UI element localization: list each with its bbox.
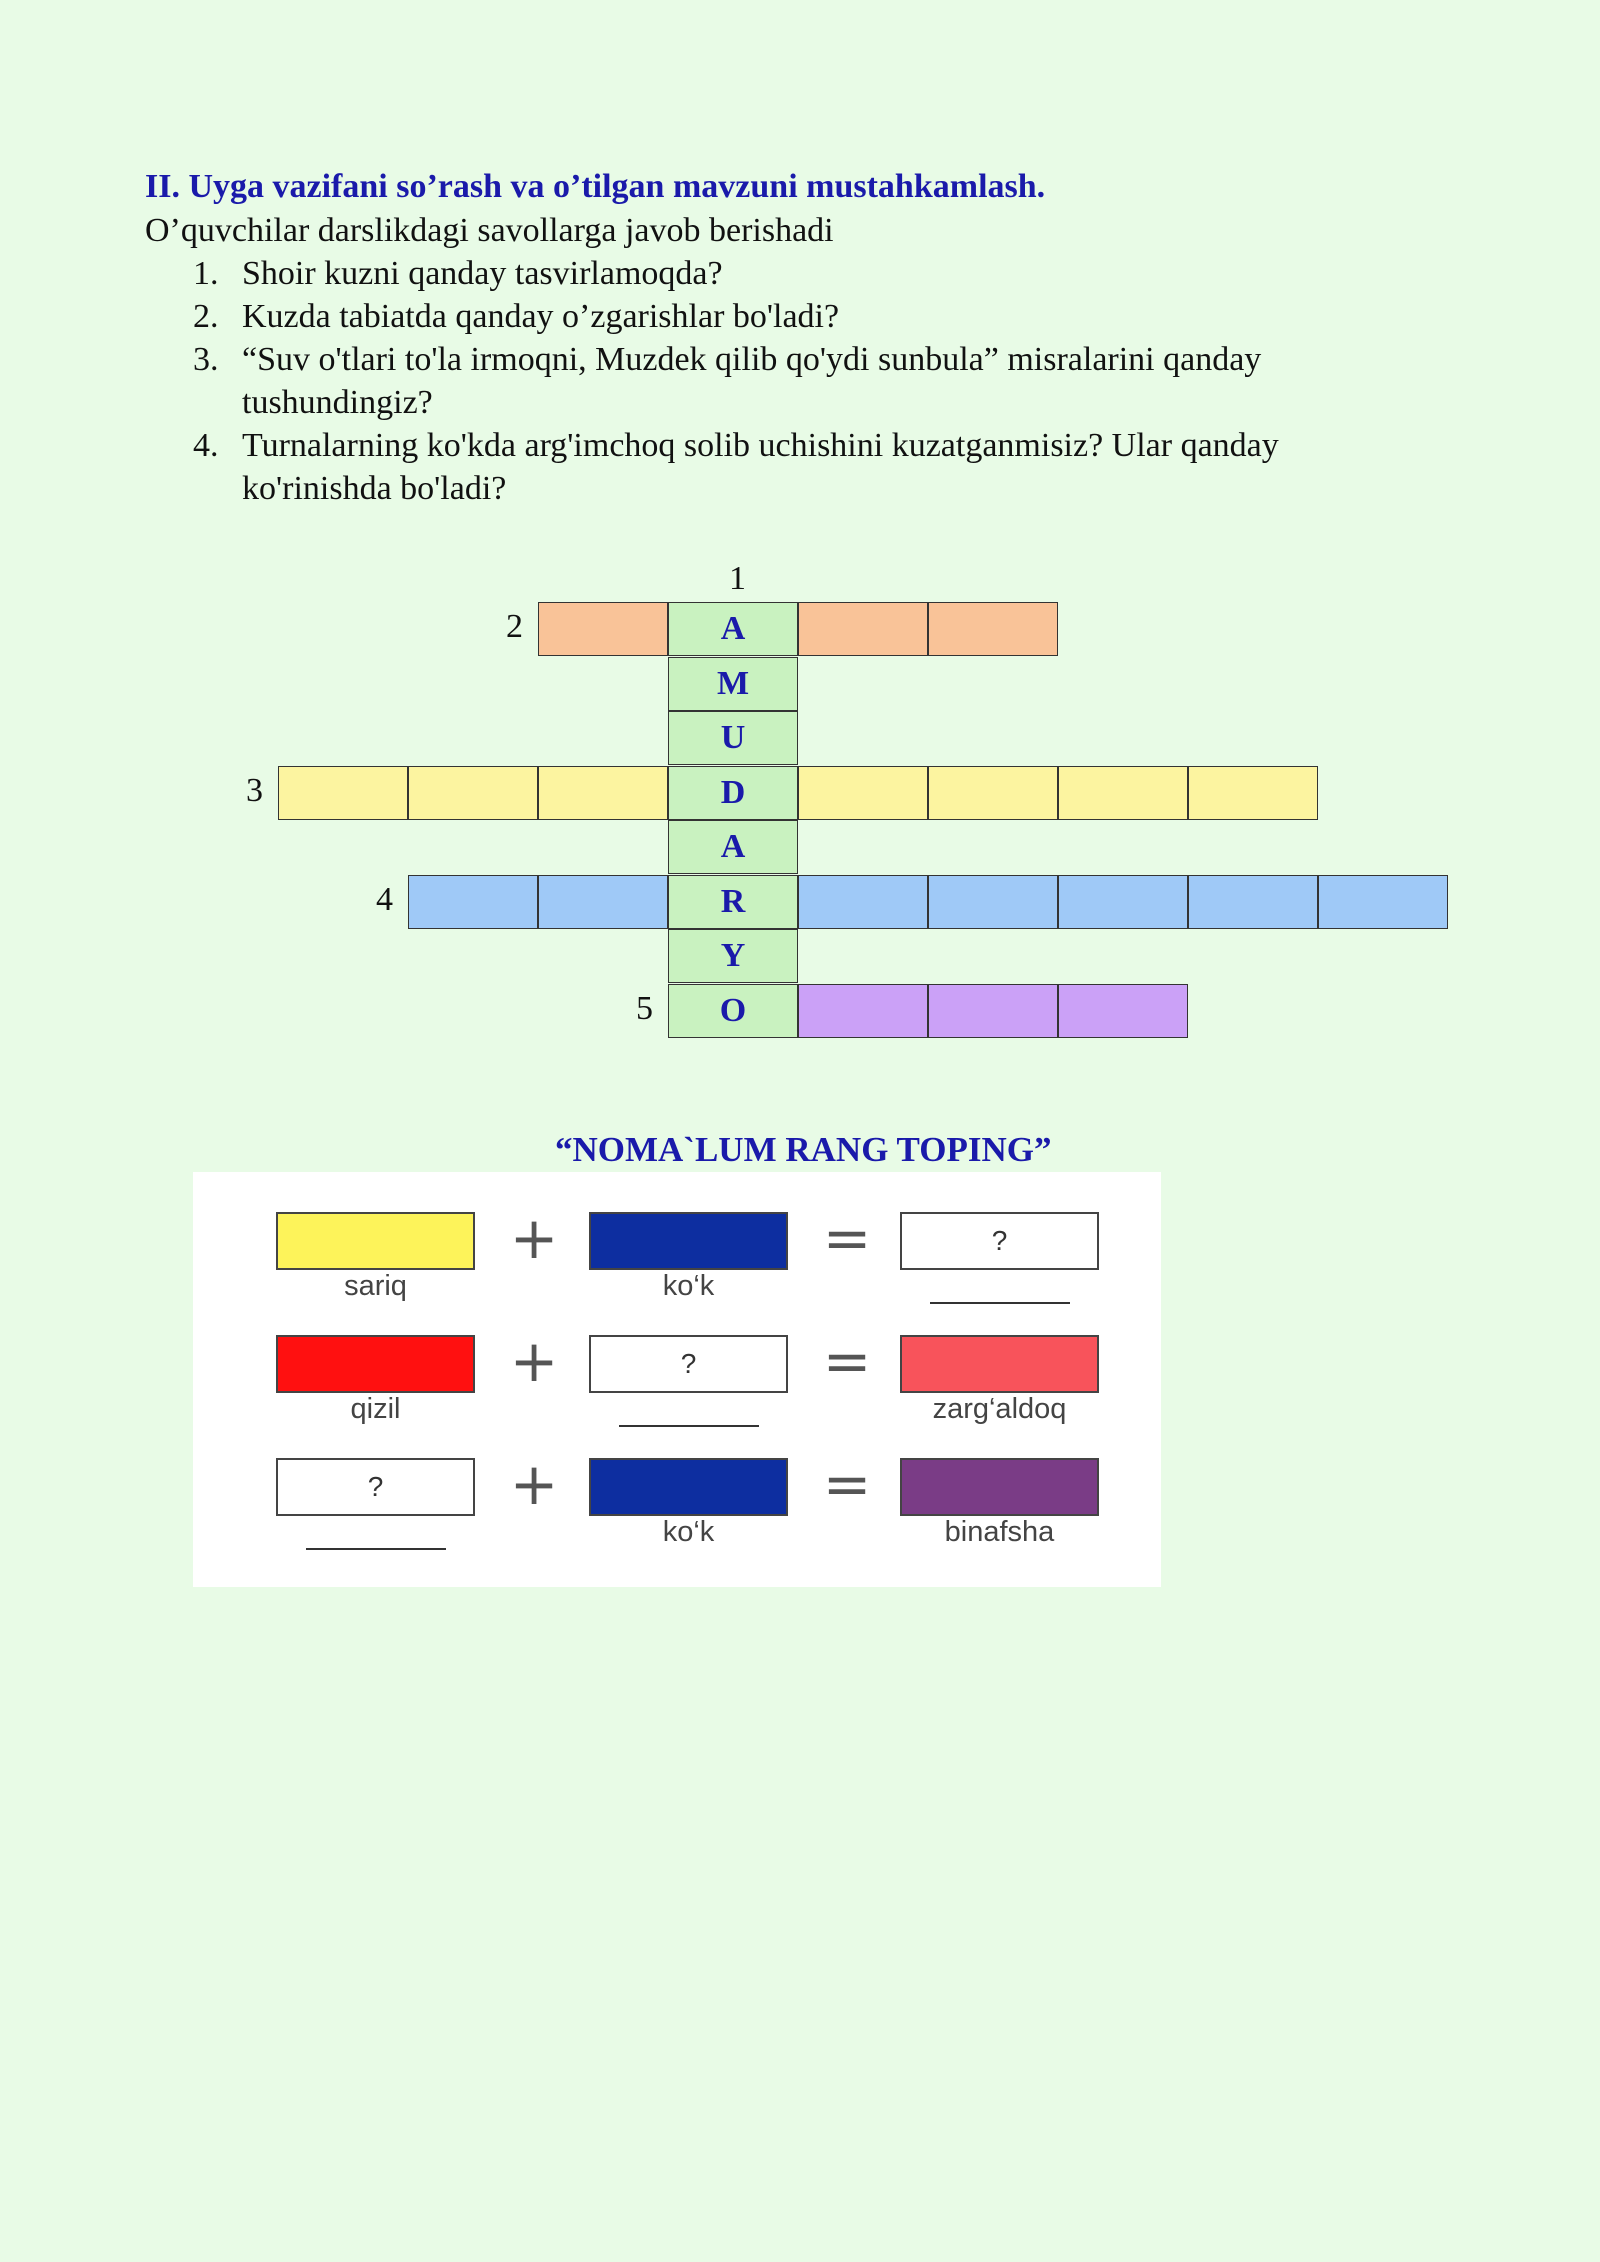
color-label: sariq <box>344 1270 407 1302</box>
crossword-empty-cell <box>1318 875 1448 929</box>
crossword-letter-cell: U <box>668 711 798 765</box>
clue-number-1: 1 <box>729 560 746 597</box>
unknown-color-box: ? <box>589 1335 788 1393</box>
color-swatch <box>589 1212 788 1270</box>
crossword-letter-cell: R <box>668 875 798 929</box>
question-number: 3. <box>193 341 219 378</box>
crossword-empty-cell <box>538 766 668 820</box>
section-intro: O’quvchilar darslikdagi savollarga javob berishadi <box>145 212 834 249</box>
crossword-empty-cell <box>1188 766 1318 820</box>
color-swatch <box>276 1335 475 1393</box>
question-text: ko'rinishda bo'ladi? <box>242 470 507 507</box>
color-game-panel <box>193 1172 1161 1587</box>
color-label: ko‘k <box>662 1270 715 1302</box>
question-text: “Suv o'tlari to'la irmoqni, Muzdek qilib qo'ydi sunbula” misralarini qanday <box>242 341 1262 378</box>
question-number: 4. <box>193 427 219 464</box>
question-text: tushundingiz? <box>242 384 433 421</box>
crossword-letter-cell: O <box>668 984 798 1038</box>
clue-number-5: 5 <box>636 989 653 1027</box>
answer-blank-line <box>619 1425 759 1427</box>
color-swatch <box>900 1335 1099 1393</box>
color-label: qizil <box>350 1393 401 1425</box>
crossword-empty-cell <box>1188 875 1318 929</box>
equals-sign: = <box>822 1450 872 1518</box>
crossword-empty-cell <box>408 875 538 929</box>
crossword-empty-cell <box>928 602 1058 656</box>
crossword-empty-cell <box>1058 875 1188 929</box>
clue-number-2: 2 <box>506 608 523 645</box>
question-text: Kuzda tabiatda qanday o’zgarishlar bo'ladi? <box>242 298 840 335</box>
crossword-empty-cell <box>1058 984 1188 1038</box>
unknown-color-box: ? <box>276 1458 475 1516</box>
crossword-letter-cell: D <box>668 766 798 820</box>
question-text: Turnalarning ko'kda arg'imchoq solib uchishini kuzatganmisiz? Ular qanday <box>242 427 1279 464</box>
clue-number-4: 4 <box>376 880 393 918</box>
equals-sign: = <box>822 1204 872 1272</box>
crossword-empty-cell <box>928 984 1058 1038</box>
color-label: zarg‘aldoq <box>932 1393 1067 1425</box>
plus-sign: + <box>509 1204 559 1272</box>
question-number: 2. <box>193 298 219 335</box>
crossword-empty-cell <box>928 766 1058 820</box>
crossword-empty-cell <box>928 875 1058 929</box>
crossword-empty-cell <box>408 766 538 820</box>
crossword-letter-cell: A <box>668 602 798 656</box>
color-label: binafsha <box>944 1516 1055 1548</box>
unknown-color-box: ? <box>900 1212 1099 1270</box>
crossword-empty-cell <box>798 602 928 656</box>
crossword-empty-cell <box>798 875 928 929</box>
crossword-empty-cell <box>1058 766 1188 820</box>
equals-sign: = <box>822 1327 872 1395</box>
color-swatch <box>276 1212 475 1270</box>
color-label: ko‘k <box>662 1516 715 1548</box>
crossword-empty-cell <box>278 766 408 820</box>
color-swatch <box>900 1458 1099 1516</box>
answer-blank-line <box>306 1548 446 1550</box>
question-number: 1. <box>193 255 219 292</box>
crossword-empty-cell <box>538 602 668 656</box>
crossword-letter-cell: M <box>668 657 798 711</box>
color-game-title: “NOMA`LUM RANG TOPING” <box>555 1130 1052 1169</box>
clue-number-3: 3 <box>246 771 263 809</box>
color-swatch <box>589 1458 788 1516</box>
plus-sign: + <box>509 1327 559 1395</box>
crossword-letter-cell: Y <box>668 929 798 983</box>
crossword-empty-cell <box>798 984 928 1038</box>
crossword-letter-cell: A <box>668 820 798 874</box>
plus-sign: + <box>509 1450 559 1518</box>
crossword-empty-cell <box>798 766 928 820</box>
answer-blank-line <box>930 1302 1070 1304</box>
question-text: Shoir kuzni qanday tasvirlamoqda? <box>242 255 723 292</box>
section-heading: II. Uyga vazifani so’rash va o’tilgan mavzuni mustahkamlash. <box>145 168 1046 205</box>
crossword-empty-cell <box>538 875 668 929</box>
